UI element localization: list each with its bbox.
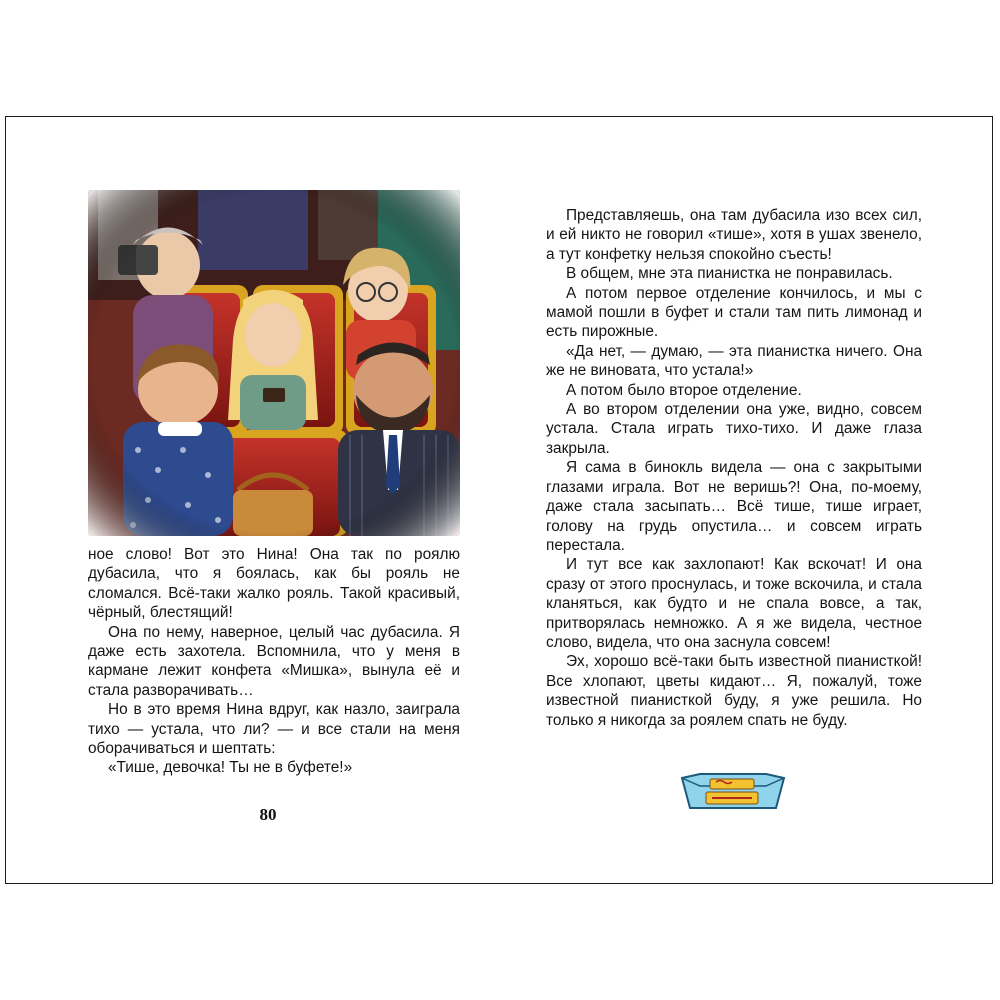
concert-audience-illustration [88, 190, 460, 536]
paragraph: А потом первое отделение кончилось, и мы с мамой пошли в буфет и стали там пить лимонад и есть пирожные. [546, 284, 922, 341]
right-page-text [546, 206, 922, 730]
paragraph: А во втором отделении она уже, видно, совсем устала. Стала играть тихо-тихо. И даже глаза закрыла. [546, 401, 922, 457]
paragraph: ное слово! Вот это Нина! Она так по роялю дубасила, что я боялась, как бы рояль не сломался. Всё-таки жалко рояль. Такой красивый, чёрный, блестящий! [88, 546, 460, 622]
page-number: 80 [259, 805, 277, 824]
paragraph: В общем, мне эта пианистка не понравилась. [566, 265, 893, 283]
paragraph: И тут все как захлопают! Как вскочат! И она сразу от этого проснулась, и тоже вскочила, и стала кланяться, как будто и не спала вовсе, а так, притворялась немножко. А я же видела, честное слово, видела, что она заснула совсем! [546, 556, 922, 651]
paragraph: Я сама в бинокль видела — она с закрытыми глазами играла. Вот не веришь?! Она, по-моему, даже стала засыпать… Всё тише, тише играет, голову на грудь опустила… и совсем играть перестала. [546, 459, 922, 554]
left-page-text [88, 545, 460, 778]
paragraph: «Тише, девочка! Ты не в буфете!» [108, 759, 353, 777]
paragraph: Представляешь, она там дубасила изо всех сил, и ей никто не говорил «тише», хотя в ушах звенело, а тут конфетку нельзя спокойно съесть! [546, 207, 922, 263]
candy-box-icon [676, 770, 788, 812]
paragraph: А потом было второе отделение. [566, 381, 802, 399]
paragraph: Она по нему, наверное, целый час дубасила. Я даже есть захотела. Вспомнила, что у меня в кармане лежит конфета «Мишка», вынула её и стала разворачивать… [88, 623, 460, 699]
paragraph: «Да нет, — думаю, — эта пианистка ничего. Она же не виновата, что устала!» [546, 342, 922, 380]
paragraph: Эх, хорошо всё-таки быть известной пианисткой! Все хлопают, цветы кидают… Я, пожалуй, тоже известной пианисткой буду, я уже решила. Но только я никогда за роялем спать не буду. [546, 653, 922, 729]
paragraph: Но в это время Нина вдруг, как назло, заиграла тихо — устала, что ли? — и все стали на меня оборачиваться и шептать: [88, 701, 460, 758]
